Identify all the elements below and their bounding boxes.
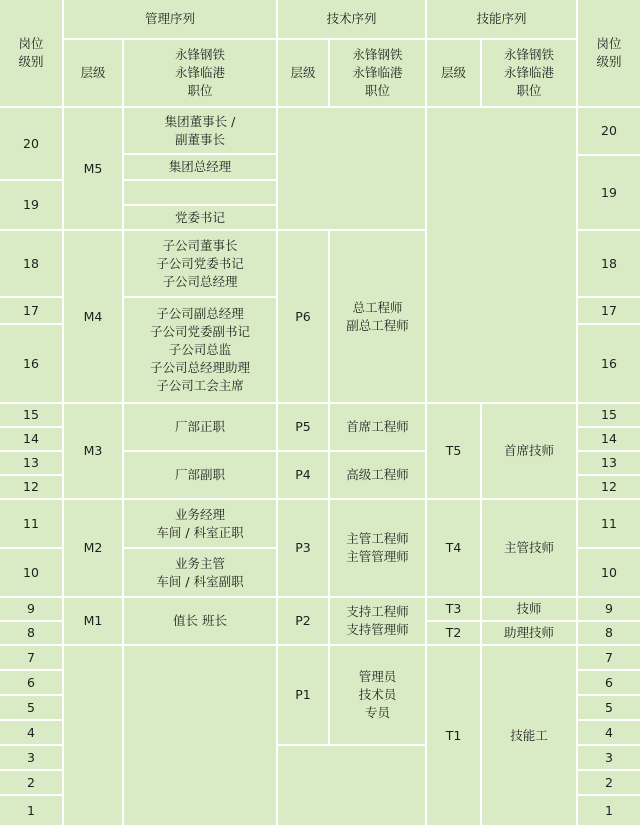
mgmt-position-empty [124, 646, 276, 825]
skill-position-assistant-technician: 助理技师 [482, 622, 576, 644]
mgmt-level-m3: M3 [64, 404, 122, 498]
tech-level-p1: P1 [278, 646, 328, 744]
grade-left-16: 16 [0, 325, 62, 402]
mgmt-level-m5: M5 [64, 108, 122, 229]
tech-seq-header: 技术序列 [278, 0, 425, 38]
grade-right-5: 5 [578, 696, 640, 719]
mgmt-level-header: 层级 [64, 40, 122, 106]
grade-right-6: 6 [578, 671, 640, 694]
mgmt-seq-header: 管理序列 [64, 0, 276, 38]
grade-left-6: 6 [0, 671, 62, 694]
tech-position-chief-engineer: 总工程师 副总工程师 [330, 231, 425, 402]
mgmt-position-shift-leader: 值长 班长 [124, 598, 276, 644]
skill-level-t4: T4 [427, 500, 480, 596]
grade-right-2: 2 [578, 771, 640, 794]
mgmt-position-subsidiary-chairman: 子公司董事长 子公司党委书记 子公司总经理 [124, 231, 276, 296]
grade-right-11: 11 [578, 500, 640, 547]
grade-left-1: 1 [0, 796, 62, 825]
tech-level-p3: P3 [278, 500, 328, 596]
grade-left-10: 10 [0, 549, 62, 596]
grade-right-12: 12 [578, 476, 640, 498]
grade-right-17: 17 [578, 298, 640, 323]
grade-left-9: 9 [0, 598, 62, 620]
skill-position-chief-technician: 首席技师 [482, 404, 576, 498]
grade-right-10: 10 [578, 549, 640, 596]
tech-position-staff: 管理员 技术员 专员 [330, 646, 425, 744]
grade-left-19: 19 [0, 181, 62, 229]
grade-left-14: 14 [0, 428, 62, 450]
grade-right-20: 20 [578, 108, 640, 154]
tech-position-lead-engineer: 主管工程师 主管管理师 [330, 500, 425, 596]
skill-level-t2: T2 [427, 622, 480, 644]
grade-right-1: 1 [578, 796, 640, 825]
grade-right-8: 8 [578, 622, 640, 644]
skill-level-t3: T3 [427, 598, 480, 620]
grade-right-14: 14 [578, 428, 640, 450]
mgmt-position-group-gm: 集团总经理 [124, 155, 276, 179]
skill-position-skilled-worker: 技能工 [482, 646, 576, 825]
mgmt-level-m4: M4 [64, 231, 122, 402]
mgmt-position-plant-head: 厂部正职 [124, 404, 276, 450]
grade-left-5: 5 [0, 696, 62, 719]
grade-left-15: 15 [0, 404, 62, 426]
skill-level-t1: T1 [427, 646, 480, 825]
tech-position-principal-engineer: 首席工程师 [330, 404, 425, 450]
tech-level-p6: P6 [278, 231, 328, 402]
grade-left-2: 2 [0, 771, 62, 794]
tech-level-p2: P2 [278, 598, 328, 644]
skill-level-t5: T5 [427, 404, 480, 498]
grade-left-12: 12 [0, 476, 62, 498]
tech-position-support-engineer: 支持工程师 支持管理师 [330, 598, 425, 644]
tech-position-senior-engineer: 高级工程师 [330, 452, 425, 498]
tech-level-p4: P4 [278, 452, 328, 498]
grade-right-4: 4 [578, 721, 640, 744]
mgmt-position-business-manager: 业务经理 车间 / 科室正职 [124, 500, 276, 547]
mgmt-level-m1: M1 [64, 598, 122, 644]
grade-left-3: 3 [0, 746, 62, 769]
grade-right-15: 15 [578, 404, 640, 426]
mgmt-position-group-chairman: 集团董事长 / 副董事长 [124, 108, 276, 153]
skill-position-lead-technician: 主管技师 [482, 500, 576, 596]
skill-position-technician: 技师 [482, 598, 576, 620]
tech-empty-top [278, 108, 425, 229]
grade-left-20: 20 [0, 108, 62, 179]
tech-level-header: 层级 [278, 40, 328, 106]
skill-level-header: 层级 [427, 40, 480, 106]
mgmt-position-party-secretary: 党委书记 [124, 206, 276, 229]
skill-position-header: 永锋钢铁 永锋临港 职位 [482, 40, 576, 106]
grade-right-16: 16 [578, 325, 640, 402]
grade-left-4: 4 [0, 721, 62, 744]
tech-level-p5: P5 [278, 404, 328, 450]
tech-position-header: 永锋钢铁 永锋临港 职位 [330, 40, 425, 106]
mgmt-position-subsidiary-vgm: 子公司副总经理 子公司党委副书记 子公司总监 子公司总经理助理 子公司工会主席 [124, 298, 276, 402]
grade-left-17: 17 [0, 298, 62, 323]
grade-left-13: 13 [0, 452, 62, 474]
mgmt-position-header: 永锋钢铁 永锋临港 职位 [124, 40, 276, 106]
mgmt-position-business-supervisor: 业务主管 车间 / 科室副职 [124, 549, 276, 596]
mgmt-position-plant-deputy: 厂部副职 [124, 452, 276, 498]
tech-empty-bottom [278, 746, 425, 825]
skill-empty-top [427, 108, 576, 402]
grade-header-left: 岗位 级别 [0, 0, 62, 106]
grade-right-9: 9 [578, 598, 640, 620]
grade-right-7: 7 [578, 646, 640, 669]
grade-left-11: 11 [0, 500, 62, 547]
grade-left-8: 8 [0, 622, 62, 644]
grade-right-18: 18 [578, 231, 640, 296]
mgmt-level-empty [64, 646, 122, 825]
grade-left-7: 7 [0, 646, 62, 669]
grade-right-3: 3 [578, 746, 640, 769]
grade-left-18: 18 [0, 231, 62, 296]
skill-seq-header: 技能序列 [427, 0, 576, 38]
grade-header-right: 岗位 级别 [578, 0, 640, 106]
grade-right-19: 19 [578, 156, 640, 229]
mgmt-position-empty-19 [124, 181, 276, 204]
mgmt-level-m2: M2 [64, 500, 122, 596]
grade-right-13: 13 [578, 452, 640, 474]
